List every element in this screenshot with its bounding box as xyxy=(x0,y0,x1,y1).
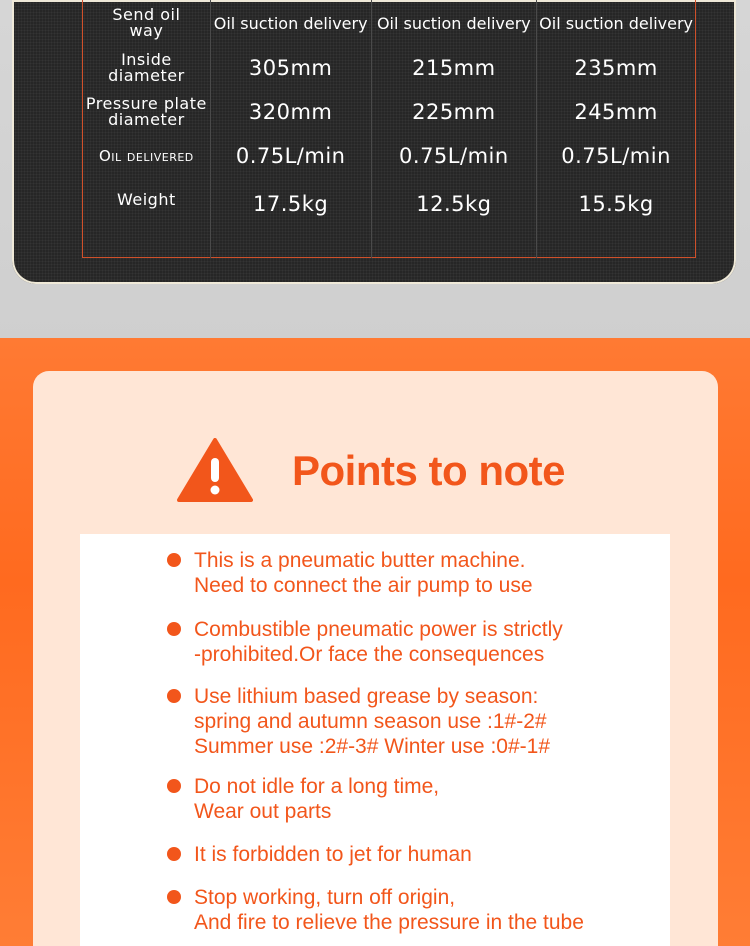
spec-value: Oil suction delivery xyxy=(210,0,371,46)
spec-section xyxy=(0,0,750,345)
spec-value: 12.5kg xyxy=(371,178,537,258)
spec-label: Weight xyxy=(83,178,211,258)
spec-value: 0.75L/min xyxy=(210,134,371,178)
spec-value: 245mm xyxy=(574,100,658,124)
spec-card xyxy=(12,0,736,284)
spec-value: Oil suction delivery xyxy=(539,13,693,33)
spec-row-send-oil-way xyxy=(83,0,696,46)
note-text: Combustible pneumatic power is strictly -prohibited.Or face the consequences xyxy=(194,618,563,666)
spec-value: 0.75L/min xyxy=(561,144,671,168)
note-text: Stop working, turn off origin, And fire to relieve the pressure in the tube xyxy=(194,886,584,934)
bullet-icon xyxy=(167,553,181,567)
spec-value: 305mm xyxy=(210,46,371,90)
spec-row-oil-delivered xyxy=(83,134,696,178)
spec-value: Oil suction delivery xyxy=(371,0,537,46)
spec-value: 15.5kg xyxy=(578,192,654,216)
spec-value: 0.75L/min xyxy=(371,134,537,178)
spec-value: 320mm xyxy=(210,90,371,134)
bullet-icon xyxy=(167,847,181,861)
note-text: Do not idle for a long time, Wear out parts xyxy=(194,775,440,823)
bullet-icon xyxy=(167,779,181,793)
bullet-icon xyxy=(167,890,181,904)
spec-table xyxy=(82,0,696,258)
spec-row-pressure-plate-diameter xyxy=(83,90,696,134)
spec-label: Pressure plate diameter xyxy=(83,90,211,134)
spec-value: 17.5kg xyxy=(210,178,371,258)
bullet-icon xyxy=(167,689,181,703)
spec-value: 215mm xyxy=(371,46,537,90)
note-text: This is a pneumatic butter machine. Need to connect the air pump to use xyxy=(194,549,533,597)
spec-label: Send oil way xyxy=(83,0,211,46)
note-text: It is forbidden to jet for human xyxy=(194,843,472,866)
warning-icon xyxy=(177,438,253,502)
spec-row-weight xyxy=(83,178,696,258)
spec-label: Inside diameter xyxy=(83,46,211,90)
notes-title: Points to note xyxy=(292,447,565,494)
spec-value: 235mm xyxy=(574,56,658,80)
spec-row-inside-diameter xyxy=(83,46,696,90)
note-text: Use lithium based grease by season: spring and autumn season use :1#-2# Summer use :2#-3# Winter use :0#-1# xyxy=(194,685,550,758)
spec-label: Oil delivered xyxy=(83,134,211,178)
notes-box xyxy=(80,534,670,946)
bullet-icon xyxy=(167,622,181,636)
spec-value: 225mm xyxy=(371,90,537,134)
